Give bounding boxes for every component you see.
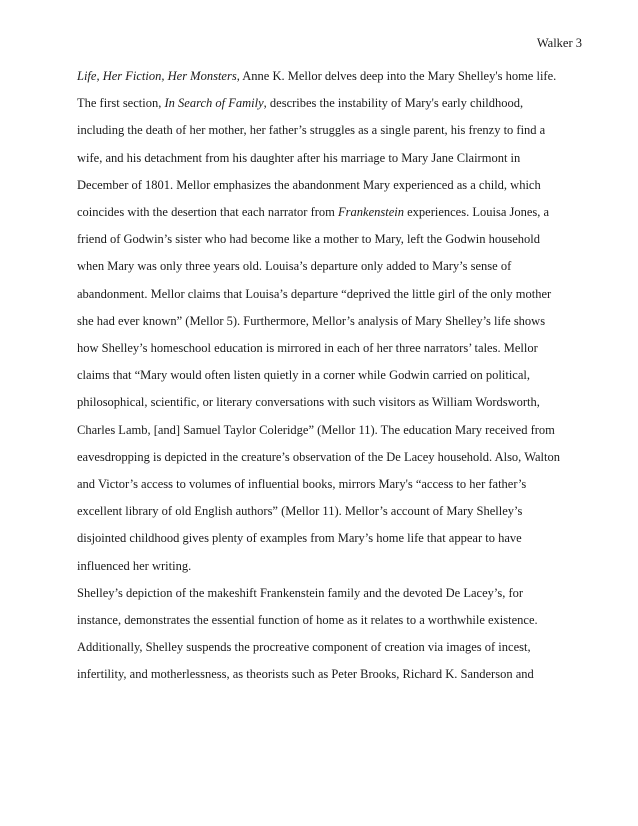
text-line — [77, 505, 522, 518]
text-run: Additionally, Shelley suspends the procreative component of creation via images of incest, — [77, 640, 531, 655]
text-line — [77, 560, 191, 573]
text-run: when Mary was only three years old. Louisa’s departure only added to Mary’s sense of — [77, 259, 512, 274]
text-line — [77, 396, 540, 409]
text-run: she had ever known” (Mellor 5). Furthermore, Mellor’s analysis of Mary Shelley’s life shows — [77, 313, 546, 328]
running-head: Walker 3 — [536, 36, 582, 50]
text-run: claims that “Mary would often listen quietly in a corner while Godwin carried on political, — [77, 368, 530, 383]
text-run: disjointed childhood gives plenty of examples from Mary’s home life that appear to have — [77, 531, 522, 546]
italic-title: In Search of Family — [164, 96, 264, 111]
text-run: abandonment. Mellor claims that Louisa’s departure “deprived the little girl of the only mother — [77, 286, 552, 301]
text-line — [77, 587, 523, 600]
text-line — [77, 315, 545, 328]
text-run: excellent library of old English authors” (Mellor 11). Mellor’s account of Mary Shelley’s — [77, 504, 523, 519]
text-line — [77, 288, 551, 301]
text-line — [77, 451, 560, 464]
text-line — [77, 532, 522, 545]
text-run: and Victor’s access to volumes of influential books, mirrors Mary's “access to her father’s — [77, 477, 527, 491]
text-run: philosophical, scientific, or literary conversations with such visitors as William Wordsworth, — [77, 395, 540, 410]
text-run: wife, and his detachment from his daughter after his marriage to Mary Jane Clairmont in — [77, 150, 521, 165]
text-line — [77, 342, 538, 355]
text-run: The first section, — [77, 96, 165, 111]
text-line — [77, 424, 555, 437]
text-run: instance, demonstrates the essential function of home as it relates to a worthwhile existence. — [77, 613, 538, 627]
text-line — [77, 124, 545, 137]
text-line — [77, 152, 520, 165]
text-line — [77, 179, 541, 192]
text-line — [77, 614, 538, 627]
text-line — [77, 206, 549, 219]
text-run: Charles Lamb, [and] Samuel Taylor Coleridge” (Mellor 11). The education Mary received from — [77, 422, 555, 437]
text-line — [77, 97, 523, 110]
text-line — [77, 369, 530, 382]
text-line — [77, 641, 531, 654]
text-line — [77, 668, 534, 681]
italic-title: Frankenstein — [338, 205, 404, 219]
text-run: , describes the instability of Mary's early childhood, — [263, 96, 524, 111]
text-run: how Shelley’s homeschool education is mirrored in each of her three narrators’ tales. Mellor — [77, 341, 538, 355]
text-run: Shelley’s depiction of the makeshift Frankenstein family and the devoted De Lacey’s, for — [77, 585, 524, 600]
text-run: infertility, and motherlessness, as theorists such as Peter Brooks, Richard K. Sanderson and — [77, 667, 534, 682]
text-line — [77, 260, 511, 273]
text-run: eavesdropping is depicted in the creature’s observation of the De Lacey household. Also, Walton — [77, 449, 561, 464]
text-run: influenced her writing. — [77, 558, 192, 573]
text-line — [77, 478, 526, 491]
text-line — [77, 70, 556, 83]
text-run: December of 1801. Mellor emphasizes the abandonment Mary experienced as a child, which — [77, 177, 541, 192]
text-line — [77, 233, 540, 246]
text-run: friend of Godwin’s sister who had become like a mother to Mary, left the Godwin household — [77, 232, 540, 247]
italic-title: Life, Her Fiction, Her Monsters — [77, 69, 237, 83]
text-run: , Anne K. Mellor delves deep into the Mary Shelley's home life. — [236, 69, 557, 83]
text-run: experiences. Louisa Jones, a — [403, 205, 550, 219]
text-run: coincides with the desertion that each narrator from — [77, 205, 339, 219]
text-run: including the death of her mother, her father’s struggles as a single parent, his frenzy to find a — [77, 123, 546, 138]
